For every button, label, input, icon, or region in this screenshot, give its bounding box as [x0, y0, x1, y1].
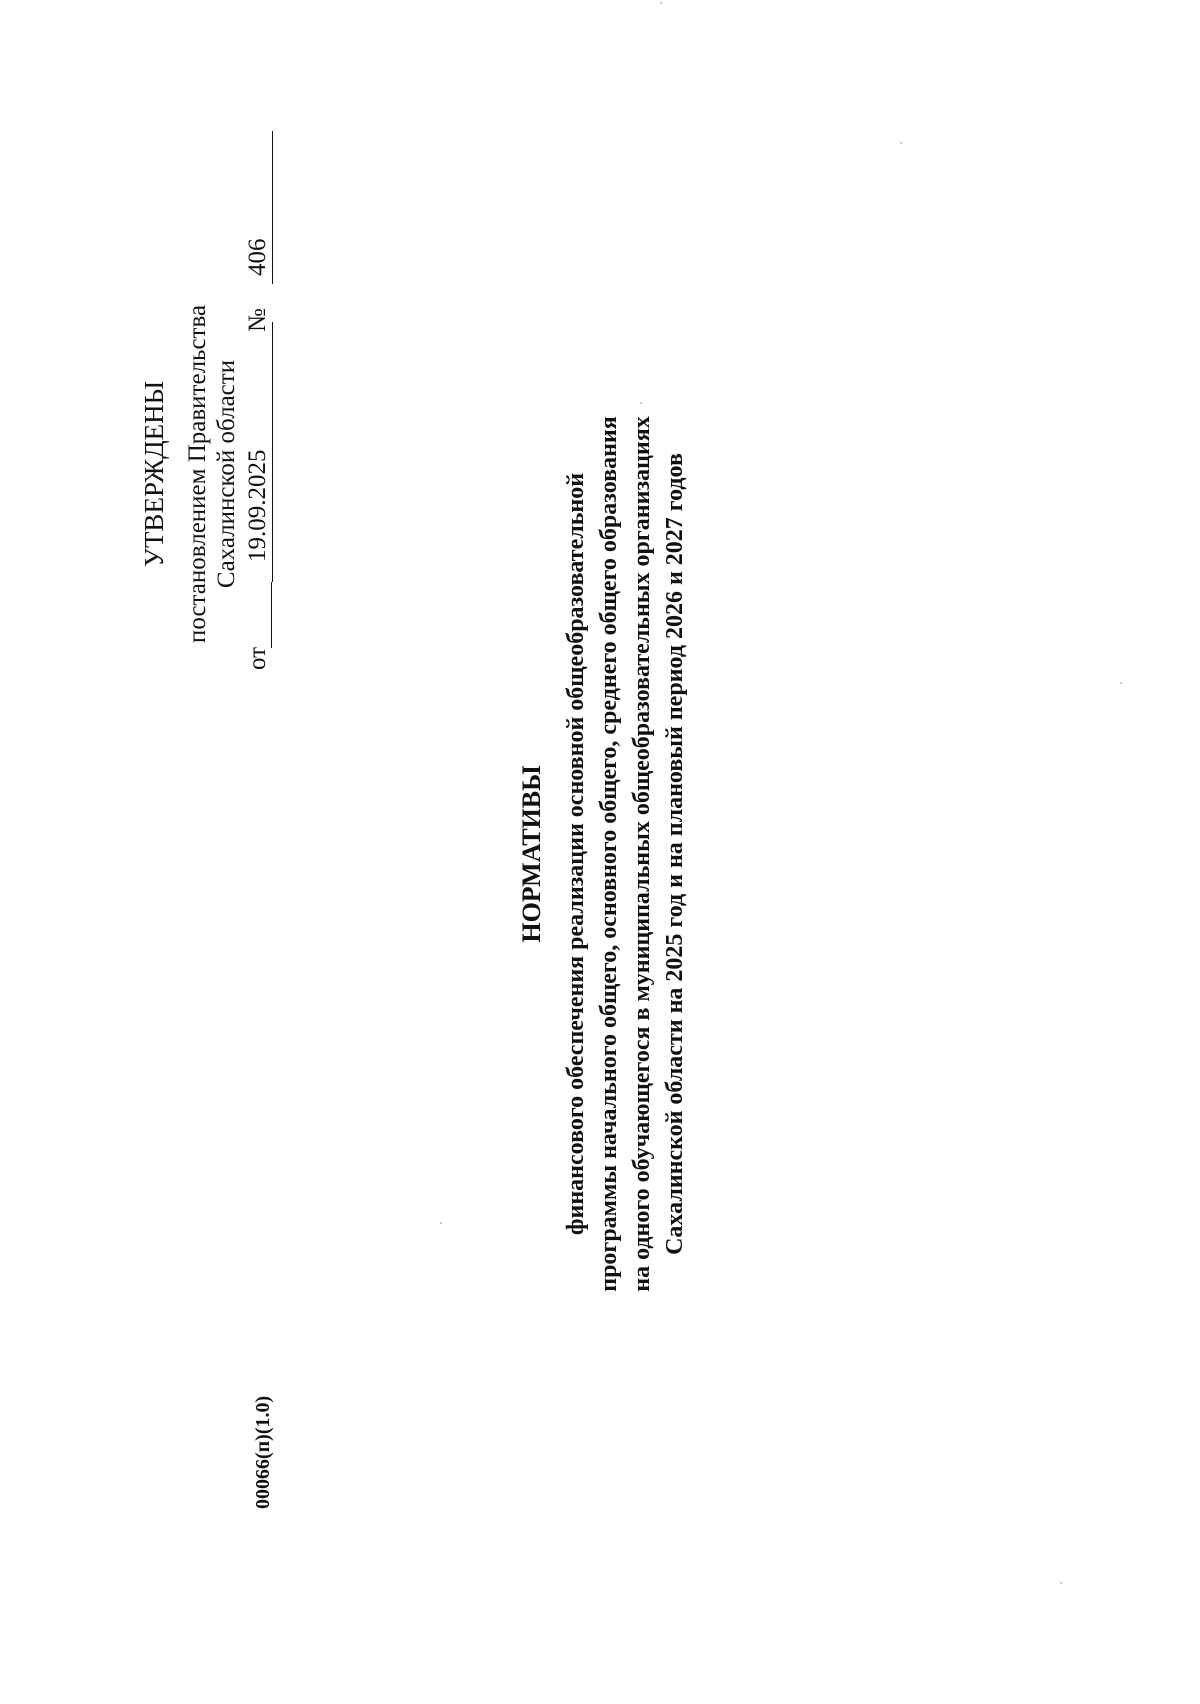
title-block	[515, 264, 692, 1444]
approval-date-row	[243, 238, 281, 694]
approval-line-2: Сахалинской области	[213, 359, 240, 589]
scan-speck	[1120, 682, 1122, 684]
approval-date: 19.09.2025	[243, 322, 273, 582]
scan-speck	[900, 142, 902, 144]
date-underline	[271, 582, 272, 648]
document-title: НОРМАТИВЫ	[517, 765, 546, 943]
number-prefix: №	[244, 308, 271, 332]
approval-block	[139, 238, 281, 694]
date-prefix: от	[244, 646, 271, 670]
scan-speck	[1060, 1582, 1062, 1584]
document-code: 00066(п)(1.0)	[252, 1395, 274, 1509]
approval-heading: УТВЕРЖДЕНЫ	[139, 380, 169, 568]
title-line-1: финансового обеспечения реализации основной общеобразовательной	[563, 472, 589, 1236]
title-line-3: на одного обучающегося в муниципальных общеобразовательных организациях	[629, 416, 655, 1292]
title-line-4: Сахалинской области на 2025 год и на плановый период 2026 и 2027 годов	[662, 453, 688, 1255]
scan-speck	[640, 402, 642, 404]
scan-speck	[660, 2, 662, 4]
scan-speck	[440, 1222, 442, 1224]
approval-number: 406	[243, 131, 273, 284]
title-line-2: программы начального общего, основного общего, среднего общего образования	[596, 416, 622, 1292]
approval-line-1: постановлением Правительства	[184, 304, 211, 644]
